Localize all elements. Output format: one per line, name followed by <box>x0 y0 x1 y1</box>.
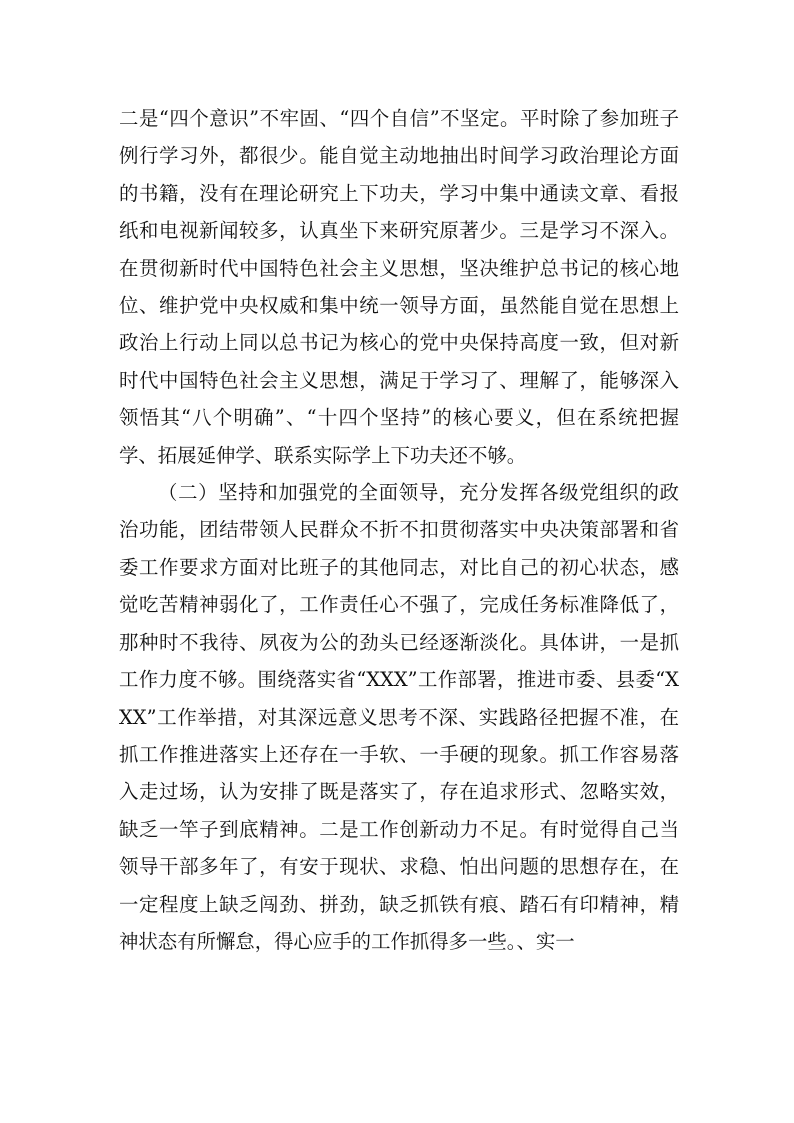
paragraph-party-leadership: （二）坚持和加强党的全面领导，充分发挥各级党组织的政治功能，团结带领人民群众不折不扣贯彻落实中央决策部署和省委工作要求方面对比班子的其他同志，对比自己的初心状态，感觉吃苦精神弱化了，工作责任心不强了，完成任务标准降低了，那种时不我待、夙夜为公的劲头已经逐渐淡化。具体讲，一是抓工作力度不够。围绕落实省“XXX”工作部署，推进市委、县委“XXX”工作举措，对其深远意义思考不深、实践路径把握不准，在抓工作推进落实上还存在一手软、一手硬的现象。抓工作容易落入走过场，认为安排了既是落实了，存在追求形式、忽略实效，缺乏一竿子到底精神。二是工作创新动力不足。有时觉得自己当领导干部多年了，有安于现状、求稳、怕出问题的思想存在，在一定程度上缺乏闯劲、拼劲，缺乏抓铁有痕、踏石有印精神，精神状态有所懈怠，得心应手的工作抓得多一些。、实一 <box>119 481 679 953</box>
document-body <box>119 100 679 960</box>
paragraph-ideology-study: 二是“四个意识”不牢固、“四个自信”不坚定。平时除了参加班子例行学习外，都很少。能自觉主动地抽出时间学习政治理论方面的书籍，没有在理论研究上下功夫，学习中集中通读文章、看报纸和电视新闻较多，认真坐下来研究原著少。三是学习不深入。在贯彻新时代中国特色社会主义思想，坚决维护总书记的核心地位、维护党中央权威和集中统一领导方面，虽然能自觉在思想上政治上行动上同以总书记为核心的党中央保持高度一致，但对新时代中国特色社会主义思想，满足于学习了、理解了，能够深入领悟其“八个明确”、“十四个坚持”的核心要义，但在系统把握学、拓展延伸学、联系实际学上下功夫还不够。 <box>119 107 679 467</box>
